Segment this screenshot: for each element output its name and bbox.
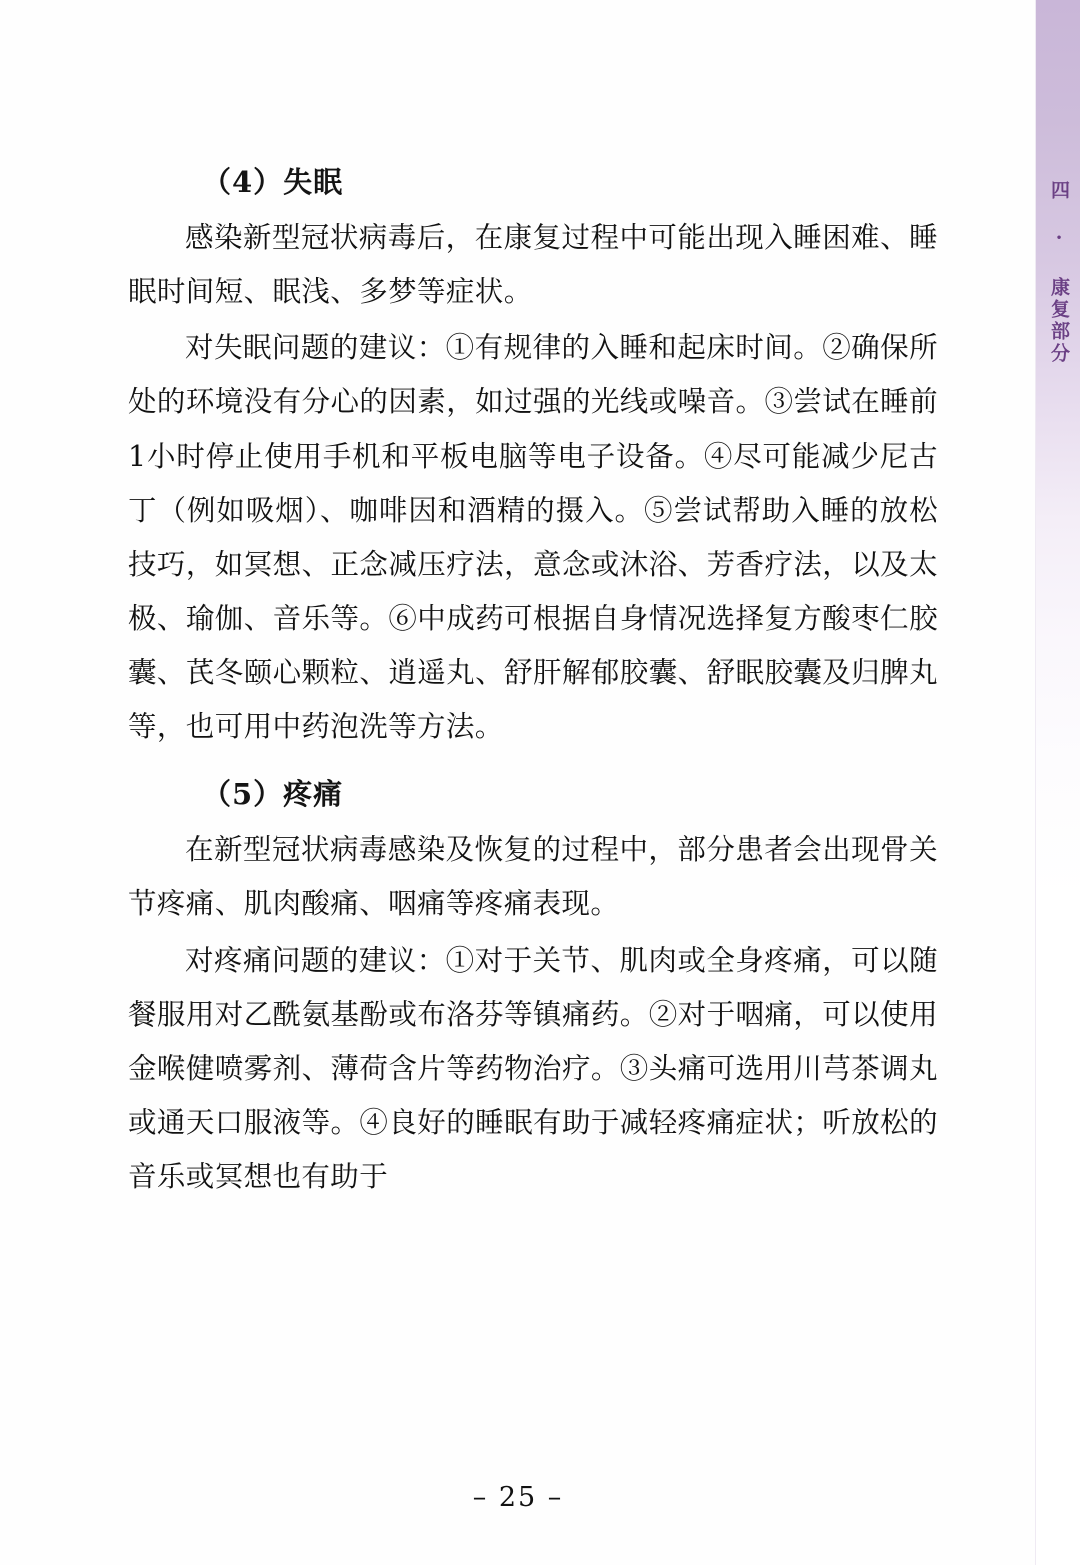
paragraph-pain-intro: 在新型冠状病毒感染及恢复的过程中，部分患者会出现骨关节疼痛、肌肉酸痛、咽痛等疼痛表现。 [128,833,938,921]
chapter-side-tab [1035,0,1080,1565]
paragraph-pain-advice: 对疼痛问题的建议：①对于关节、肌肉或全身疼痛，可以随餐服用对乙酰氨基酚或布洛芬等镇痛药。②对于咽痛，可以使用金喉健喷雾剂、薄荷含片等药物治疗。③头痛可选用川芎茶调丸或通天口服液等。④良好的睡眠有助于减轻疼痛症状；听放松的音乐或冥想也有助于 [128,943,938,1194]
paragraph-insomnia-intro: 感染新型冠状病毒后，在康复过程中可能出现入睡困难、睡眠时间短、眠浅、多梦等症状。 [128,220,938,309]
chapter-side-tab-label: 四 · 康复部分 [1048,180,1070,365]
section-heading-pain: （5）疼痛 [202,777,344,812]
page-content [128,160,938,1204]
page-number: – 25 – [472,1482,564,1513]
paragraph-insomnia-advice: 对失眠问题的建议：①有规律的入睡和起床时间。②确保所处的环境没有分心的因素，如过强的光线或噪音。③尝试在睡前1小时停止使用手机和平板电脑等电子设备。④尽可能减少尼古丁（例如吸烟）、咖啡因和酒精的摄入。⑤尝试帮助入睡的放松技巧，如冥想、正念减压疗法，意念或沐浴、芳香疗法，以及太极、瑜伽、音乐等。⑥中成药可根据自身情况选择复方酸枣仁胶囊、芪冬颐心颗粒、逍遥丸、舒肝解郁胶囊、舒眠胶囊及归脾丸等，也可用中药泡洗等方法。 [128,331,938,744]
section-heading-insomnia: （4）失眠 [202,165,344,199]
